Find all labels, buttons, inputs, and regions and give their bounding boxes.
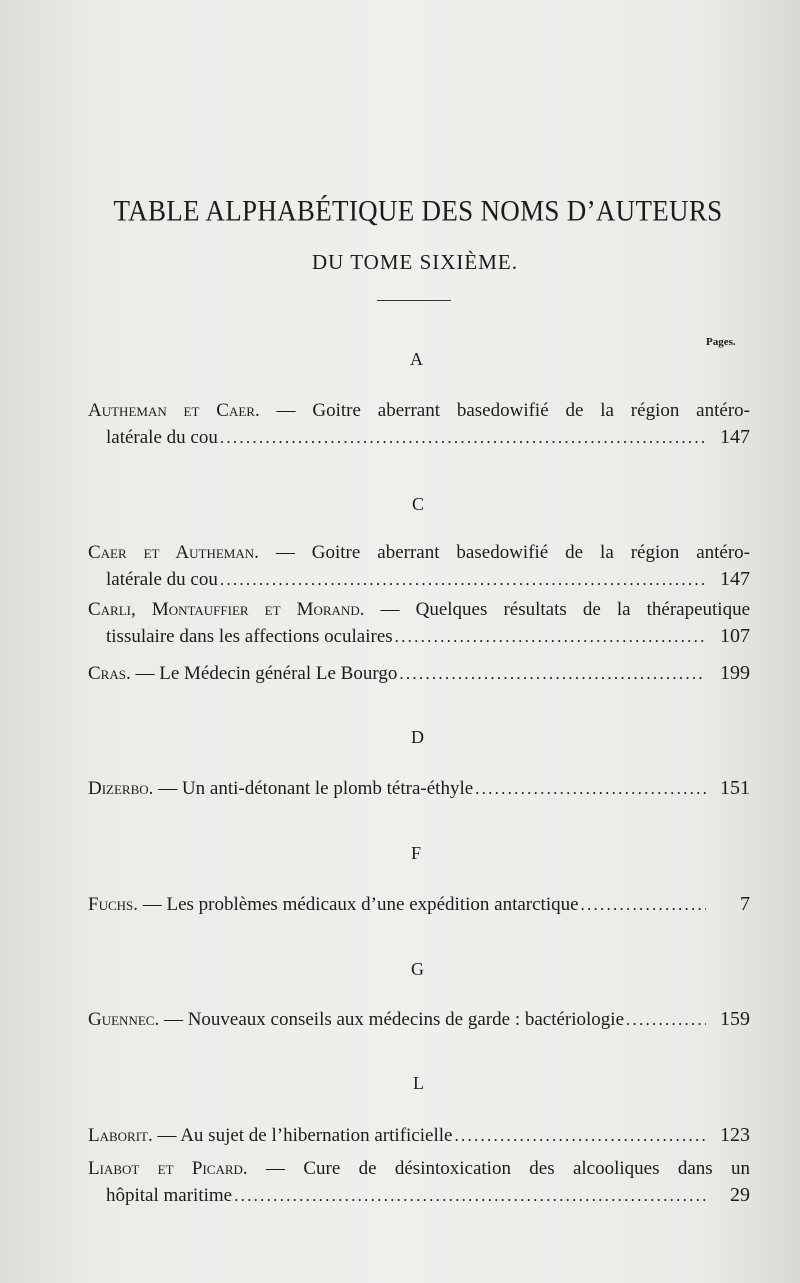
dot-leader (626, 1007, 706, 1033)
index-entry (88, 1156, 750, 1209)
entry-line-1 (88, 660, 750, 687)
index-entry (88, 597, 750, 650)
entry-page-number: 29 (730, 1184, 750, 1206)
dot-leader (234, 1183, 706, 1209)
entry-line-1 (88, 540, 750, 566)
section-letter-d: D (411, 727, 424, 747)
entry-line-1 (88, 1006, 750, 1033)
entry-authors: Carli, Montauffier et Morand. (88, 599, 365, 620)
entry-title: — Quelques résultats de la thérapeutique (380, 599, 751, 620)
dot-leader (581, 892, 706, 918)
entry-line-1 (88, 1122, 750, 1149)
entry-title: — Un anti-détonant le plomb tétra-éthyle (158, 778, 474, 799)
dot-leader (454, 1123, 706, 1149)
entry-line-1 (88, 597, 750, 623)
entry-line-1 (88, 775, 750, 802)
entry-page-number: 7 (740, 893, 750, 915)
section-letter-c: C (412, 494, 425, 514)
index-entry (88, 540, 750, 593)
dot-leader (220, 567, 706, 593)
entry-title: — Nouveaux conseils aux médecins de garde : bactériologie (163, 1009, 625, 1030)
section-letter-g: G (411, 959, 424, 979)
dot-leader (220, 425, 706, 451)
entry-title-cont: latérale du cou (106, 569, 218, 590)
entry-title: — Le Médecin général Le Bourgo (135, 663, 398, 684)
entry-line-2 (88, 623, 750, 650)
entry-line-1 (88, 398, 750, 424)
section-letter-l: L (413, 1073, 424, 1093)
entry-authors: Cras. (88, 663, 131, 684)
entry-title: — Goitre aberrant basedowifié de la région antéro- (275, 542, 750, 563)
index-entry (88, 775, 750, 802)
entry-line-2 (88, 1182, 750, 1209)
index-entry (88, 891, 750, 918)
index-entry (88, 660, 750, 687)
entry-title-cont: latérale du cou (106, 427, 218, 448)
index-entry (88, 1006, 750, 1033)
entry-authors: Liabot et Picard. (88, 1158, 248, 1179)
pages-column-label: Pages. (706, 336, 736, 348)
index-entry (88, 398, 750, 451)
entry-title: — Goitre aberrant basedowifié de la région antéro- (276, 400, 750, 421)
entry-title-cont: hôpital maritime (106, 1185, 233, 1206)
entry-page-number: 159 (720, 1008, 750, 1030)
entry-line-1 (88, 891, 750, 918)
entry-title: — Les problèmes médicaux d’une expédition antarctique (142, 894, 579, 915)
index-entry (88, 1122, 750, 1149)
entry-page-number: 151 (720, 777, 750, 799)
dot-leader (475, 776, 706, 802)
entry-title: — Au sujet de l’hibernation artificielle (157, 1125, 453, 1146)
entry-line-2 (88, 566, 750, 593)
entry-authors: Caer et Autheman. (88, 542, 259, 563)
dot-leader (399, 661, 706, 687)
entry-page-number: 107 (720, 625, 750, 647)
page-subtitle: DU TOME SIXIÈME. (312, 250, 518, 274)
entry-line-2 (88, 424, 750, 451)
entry-authors: Dizerbo. (88, 778, 154, 799)
entry-title: — Cure de désintoxication des alcooliques dans un (266, 1158, 751, 1179)
entry-page-number: 147 (720, 568, 750, 590)
entry-authors: Fuchs. (88, 894, 138, 915)
entry-page-number: 147 (720, 426, 750, 448)
entry-authors: Laborit. (88, 1125, 153, 1146)
entry-page-number: 199 (720, 662, 750, 684)
section-letter-a: A (410, 349, 423, 369)
section-letter-f: F (411, 843, 422, 863)
page-title: TABLE ALPHABÉTIQUE DES NOMS D’AUTEURS (113, 194, 723, 228)
entry-authors: Autheman et Caer. (88, 400, 260, 421)
entry-authors: Guennec. (88, 1009, 160, 1030)
entry-line-1 (88, 1156, 750, 1182)
title-rule (377, 300, 451, 301)
entry-page-number: 123 (720, 1124, 750, 1146)
entry-title-cont: tissulaire dans les affections oculaires (106, 626, 393, 647)
dot-leader (395, 624, 706, 650)
